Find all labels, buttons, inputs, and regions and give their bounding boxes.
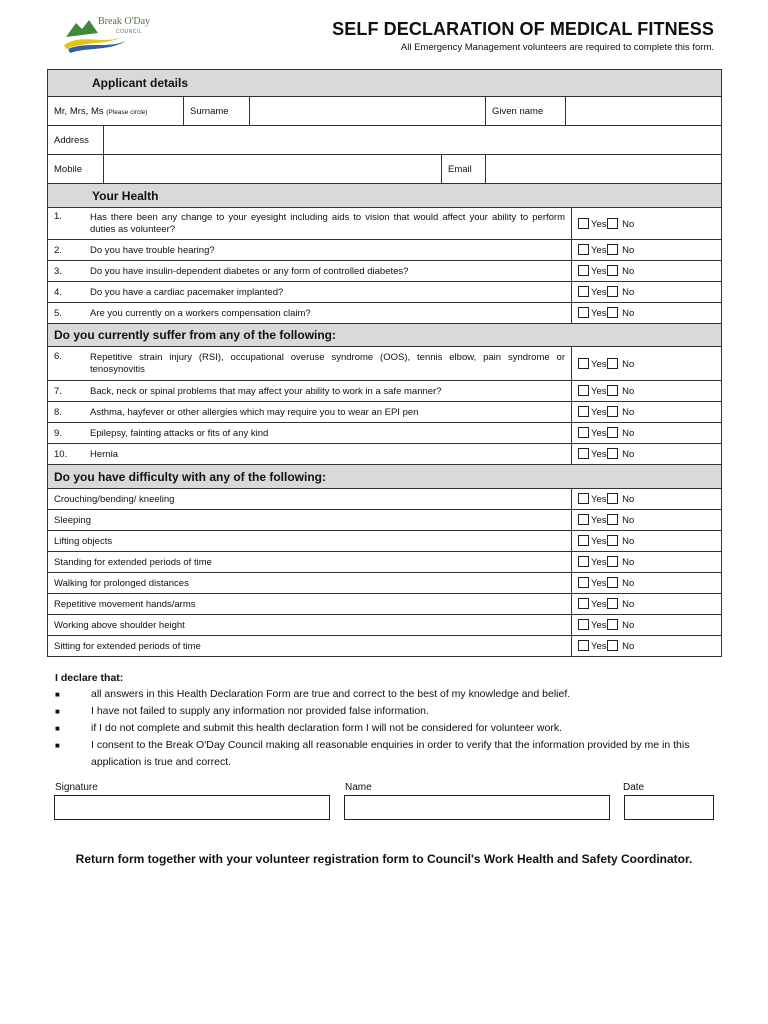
footer-instruction: Return form together with your volunteer registration form to Council's Work Health and Safety Coordinator. [75, 852, 693, 866]
no-checkbox[interactable] [607, 358, 618, 369]
name-field[interactable] [344, 795, 610, 820]
difficulty-row: Walking for prolonged distances Yes No [48, 573, 722, 594]
question-row: 5. Are you currently on a workers compensation claim? Yes No [48, 303, 722, 324]
medical-form-table [47, 69, 722, 657]
address-label: Address [48, 126, 104, 155]
signature-field[interactable] [54, 795, 330, 820]
declaration-item: ■ I have not failed to supply any information nor provided false information. [55, 703, 715, 720]
yes-checkbox[interactable] [578, 427, 589, 438]
email-field[interactable] [486, 155, 722, 184]
no-checkbox[interactable] [607, 448, 618, 459]
difficulty-row: Sleeping Yes No [48, 510, 722, 531]
no-checkbox[interactable] [607, 406, 618, 417]
no-checkbox[interactable] [607, 493, 618, 504]
date-field[interactable] [624, 795, 714, 820]
bullet-icon: ■ [55, 724, 60, 733]
question-row: 10. Hernia Yes No [48, 444, 722, 465]
yes-checkbox[interactable] [578, 493, 589, 504]
given-name-field[interactable] [566, 97, 722, 126]
difficulty-row: Working above shoulder height Yes No [48, 615, 722, 636]
given-name-label: Given name [486, 97, 566, 126]
surname-label: Surname [184, 97, 250, 126]
yes-checkbox[interactable] [578, 598, 589, 609]
signature-label: Signature [55, 782, 98, 793]
declaration-section [55, 672, 715, 771]
yes-checkbox[interactable] [578, 556, 589, 567]
no-checkbox[interactable] [607, 265, 618, 276]
question-row: 6. Repetitive strain injury (RSI), occupational overuse syndrome (OOS), tennis elbow, pain syndrome or tenosynovitis Yes No [48, 347, 722, 381]
declaration-heading: I declare that: [55, 672, 124, 684]
question-row: 9. Epilepsy, fainting attacks or fits of any kind Yes No [48, 423, 722, 444]
yes-checkbox[interactable] [578, 619, 589, 630]
bullet-icon: ■ [55, 707, 60, 716]
yes-checkbox[interactable] [578, 218, 589, 229]
question-row: 2. Do you have trouble hearing? Yes No [48, 240, 722, 261]
no-checkbox[interactable] [607, 598, 618, 609]
difficulty-row: Lifting objects Yes No [48, 531, 722, 552]
yes-checkbox[interactable] [578, 535, 589, 546]
difficulty-row: Standing for extended periods of time Yes No [48, 552, 722, 573]
logo-sub: COUNCIL [116, 29, 143, 35]
yes-checkbox[interactable] [578, 385, 589, 396]
question-row: 8. Asthma, hayfever or other allergies which may require you to wear an EPI pen Yes No [48, 402, 722, 423]
name-label: Name [345, 782, 372, 793]
title-label[interactable]: Mr, Mrs, Ms (Please circle) [48, 97, 184, 126]
yes-checkbox[interactable] [578, 244, 589, 255]
no-checkbox[interactable] [607, 535, 618, 546]
email-label: Email [442, 155, 486, 184]
section-applicant-details: Applicant details [48, 70, 722, 97]
mobile-field[interactable] [104, 155, 442, 184]
no-checkbox[interactable] [607, 577, 618, 588]
question-row: 7. Back, neck or spinal problems that may affect your ability to work in a safe manner? Yes No [48, 381, 722, 402]
date-label: Date [623, 782, 645, 793]
page-title: SELF DECLARATION OF MEDICAL FITNESS [332, 19, 714, 39]
no-checkbox[interactable] [607, 514, 618, 525]
address-field[interactable] [104, 126, 722, 155]
yes-checkbox[interactable] [578, 406, 589, 417]
yes-checkbox[interactable] [578, 448, 589, 459]
question-row: 3. Do you have insulin-dependent diabetes or any form of controlled diabetes? Yes No [48, 261, 722, 282]
yes-checkbox[interactable] [578, 307, 589, 318]
yes-checkbox[interactable] [578, 640, 589, 651]
yes-checkbox[interactable] [578, 577, 589, 588]
difficulty-row: Sitting for extended periods of time Yes No [48, 636, 722, 657]
declaration-item: ■ all answers in this Health Declaration Form are true and correct to the best of my knowledge and belief. [55, 686, 715, 703]
no-checkbox[interactable] [607, 307, 618, 318]
no-checkbox[interactable] [607, 385, 618, 396]
logo-name: Break O'Day [98, 16, 151, 27]
section-difficulty: Do you have difficulty with any of the following: [48, 465, 722, 489]
no-checkbox[interactable] [607, 218, 618, 229]
surname-field[interactable] [250, 97, 486, 126]
section-suffer: Do you currently suffer from any of the following: [48, 324, 722, 347]
yes-checkbox[interactable] [578, 514, 589, 525]
yes-checkbox[interactable] [578, 358, 589, 369]
question-row: 4. Do you have a cardiac pacemaker implanted? Yes No [48, 282, 722, 303]
bullet-icon: ■ [55, 690, 60, 699]
no-checkbox[interactable] [607, 286, 618, 297]
no-checkbox[interactable] [607, 556, 618, 567]
yes-checkbox[interactable] [578, 265, 589, 276]
question-row: 1. Has there been any change to your eyesight including aids to vision that would affect your ability to perform duties as volunteer? Yes No [48, 208, 722, 240]
no-checkbox[interactable] [607, 427, 618, 438]
difficulty-row: Crouching/bending/ kneeling Yes No [48, 489, 722, 510]
no-checkbox[interactable] [607, 640, 618, 651]
yes-checkbox[interactable] [578, 286, 589, 297]
declaration-item: ■ if I do not complete and submit this health declaration form I will not be considered for volunteer work. [55, 720, 715, 737]
bullet-icon: ■ [55, 741, 60, 750]
no-checkbox[interactable] [607, 619, 618, 630]
declaration-item: ■ I consent to the Break O'Day Council making all reasonable enquiries in order to verify that the information provided by me in this application is true and correct. [55, 737, 715, 771]
mobile-label: Mobile [48, 155, 104, 184]
no-checkbox[interactable] [607, 244, 618, 255]
page-subtitle: All Emergency Management volunteers are required to complete this form. [400, 42, 714, 53]
difficulty-row: Repetitive movement hands/arms Yes No [48, 594, 722, 615]
section-your-health: Your Health [48, 184, 722, 208]
